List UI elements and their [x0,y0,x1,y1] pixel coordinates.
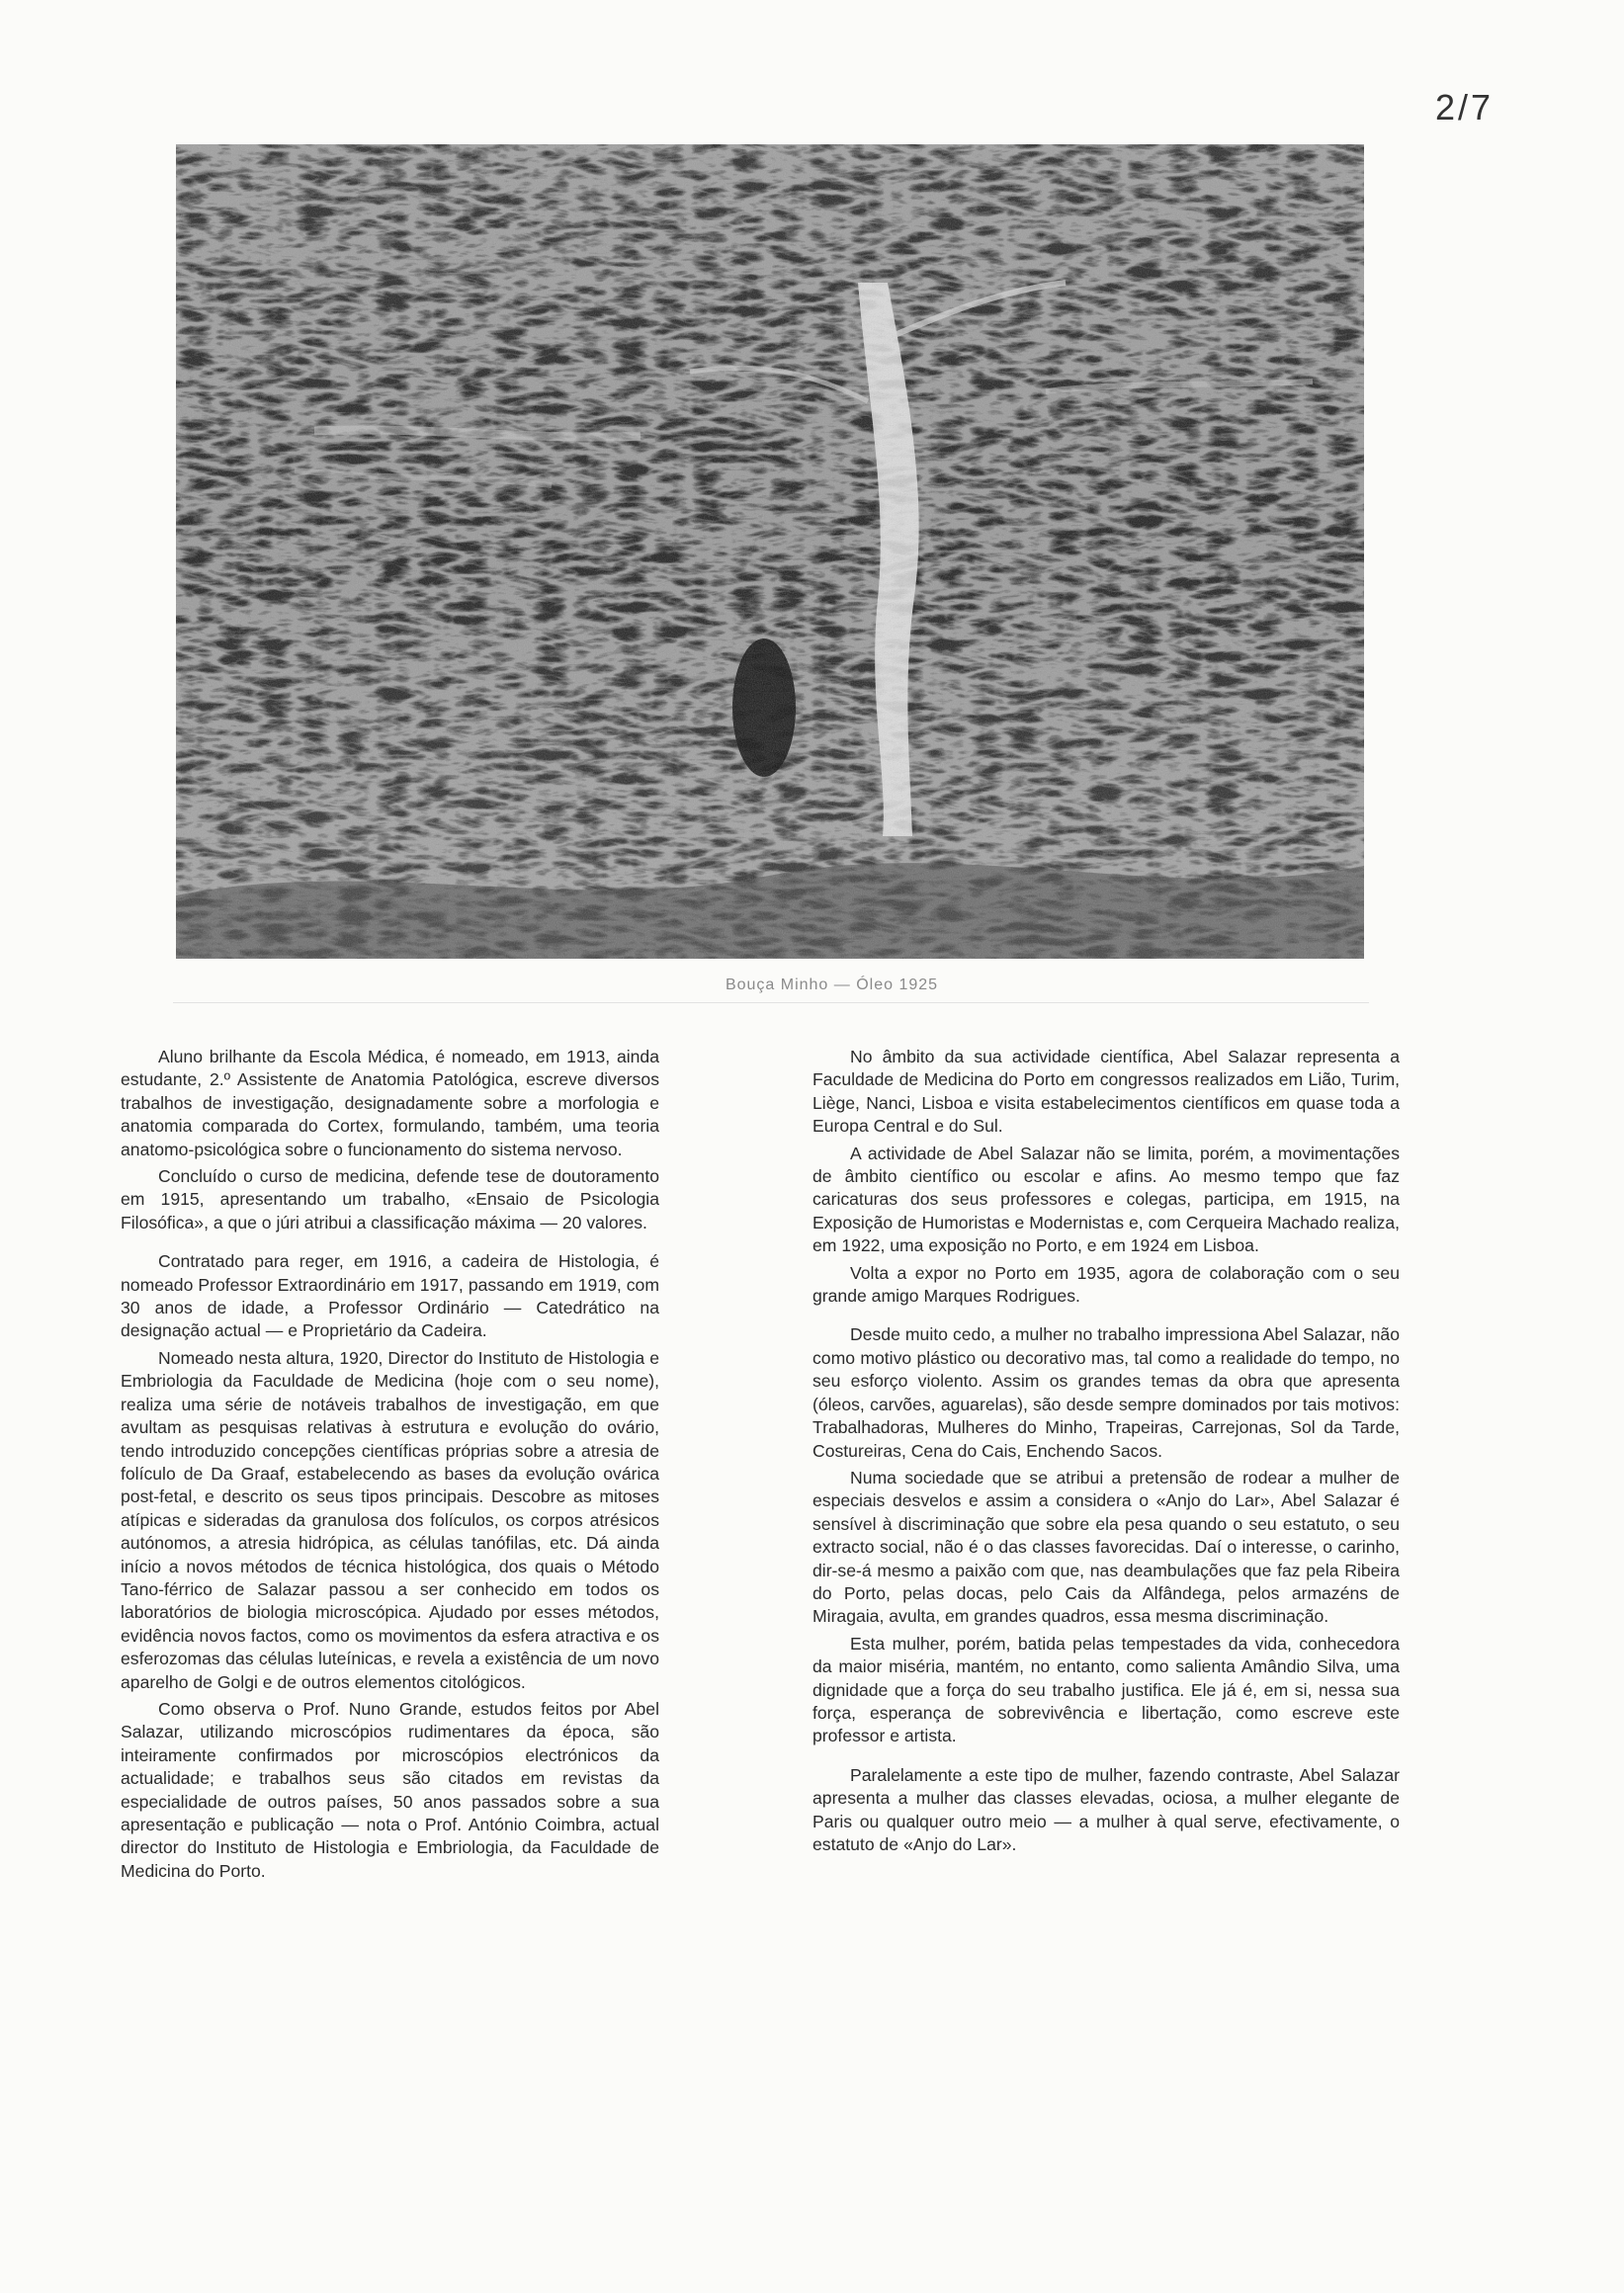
left-paragraph-2: Concluído o curso de medicina, defende tese de doutoramento em 1915, apresentando um trabalho, «Ensaio de Psicologia Filosófica», a que o júri atribui a classificação máxima — 20 valores. [121,1166,659,1232]
left-paragraph-5: Como observa o Prof. Nuno Grande, estudos feitos por Abel Salazar, utilizando microscópios rudimentares da época, são inteiramente confirmados por microscópios electrónicos da actualidade; e trabalhos seus são citados em revistas da especialidade de outros países, 50 anos passados sobre a sua apresentação e publicação — nota o Prof. António Coimbra, actual director do Instituto de Histologia e Embriologia, da Faculdade de Medicina do Porto. [121,1698,659,1881]
painting-photo [176,144,1364,959]
right-paragraph-5: Numa sociedade que se atribui a pretensão de rodear a mulher de especiais desvelos e assim a considera o «Anjo do Lar», Abel Salazar é sensível à discriminação que sobre ela pesa quando o seu estatuto, o seu extracto social, não é o das classes favorecidas. Daí o interesse, o carinho, dir-se-á mesmo a paixão com que, nas deambulações que faz pela Ribeira do Porto, pelas docas, pelo Cais da Alfândega, pelos armazéns de Miragaia, avulta, em grandes quadros, essa mesma discriminação. [812,1467,1400,1627]
right-paragraph-1: No âmbito da sua actividade científica, Abel Salazar representa a Faculdade de Medicina do Porto em congressos realizados em Lião, Turim, Liège, Nanci, Lisboa e visita estabelecimentos científicos em quase toda a Europa Central e do Sul. [812,1047,1400,1137]
painting-image [176,144,1364,959]
caption-divider [173,1002,1369,1003]
left-paragraph-4: Nomeado nesta altura, 1920, Director do Instituto de Histologia e Embriologia da Faculdade de Medicina (hoje com o seu nome), realiza uma série de notáveis trabalhos de investigação, em que avultam as pesquisas relativas à estrutura e evolução do ovário, tendo introduzido concepções científicas próprias sobre a atresia de folículo de Da Graaf, estabelecendo as bases da evolução ovárica post-fetal, e descrito os seus tipos principais. Descobre as mitoses atípicas e sideradas da granulosa dos folículos, os corpos atrésicos autónomos, a atresia hidrópica, as células tanófilas, etc. Dá ainda início a novos métodos de técnica histológica, dos quais o Método Tano-férrico de Salazar passou a ser conhecido em todos os laboratórios de biologia microscópica. Ajudado por esses métodos, evidência novos factos, como os movimentos da esfera atractiva e os esferozomas das células luteínicas, e revela a existência de um novo aparelho de Golgi e de outros elementos citológicos. [121,1347,659,1692]
left-paragraph-1: Aluno brilhante da Escola Médica, é nomeado, em 1913, ainda estudante, 2.º Assistente de Anatomia Patológica, escreve diversos trabalhos de investigação, designadamente sobre a morfologia e anatomia comparada do Cortex, formulando, também, uma teoria anatomo-psicológica sobre o funcionamento do sistema nervoso. [121,1047,659,1159]
right-paragraph-6: Esta mulher, porém, batida pelas tempestades da vida, conhecedora da maior miséria, mantém, no entanto, como salienta Amândio Silva, uma dignidade que a força do seu trabalho justifica. Ele já é, em si, nessa sua força, esperança de sobrevivência e libertação, como escreve este professor e artista. [812,1633,1400,1746]
right-paragraph-4: Desde muito cedo, a mulher no trabalho impressiona Abel Salazar, não como motivo plástico ou decorativo mas, tal como a realidade do tempo, no seu esforço violento. Assim os grandes temas da obra que apresenta (óleos, carvões, aguarelas), são desde sempre dominados por tais motivos: Trabalhadoras, Mulheres do Minho, Trapeiras, Carrejonas, Sol da Tarde, Costureiras, Cena do Cais, Enchendo Sacos. [812,1324,1400,1461]
left-paragraph-3: Contratado para reger, em 1916, a cadeira de Histologia, é nomeado Professor Extraordinário em 1917, passando em 1919, com 30 anos de idade, a Professor Ordinário — Catedrático na designação actual — e Proprietário da Cadeira. [121,1251,659,1341]
photo-caption: Bouça Minho — Óleo 1925 [725,977,939,993]
right-paragraph-2: A actividade de Abel Salazar não se limita, porém, a movimentações de âmbito científico ou escolar e afins. Ao mesmo tempo que faz caricaturas dos seus professores e colegas, participa, em 1915, na Exposição de Humoristas e Modernistas e, com Cerqueira Machado realiza, em 1922, uma exposição no Porto, e em 1924 em Lisboa. [812,1143,1400,1256]
right-column [812,1046,1400,1860]
page-number: 2/7 [1435,87,1495,127]
right-paragraph-3: Volta a expor no Porto em 1935, agora de colaboração com o seu grande amigo Marques Rodrigues. [812,1262,1400,1307]
right-paragraph-7: Paralelamente a este tipo de mulher, fazendo contraste, Abel Salazar apresenta a mulher das classes elevadas, ociosa, a mulher elegante de Paris ou qualquer outro meio — a mulher à qual serve, efectivamente, o estatuto de «Anjo do Lar». [812,1764,1400,1854]
left-column [121,1046,659,1887]
